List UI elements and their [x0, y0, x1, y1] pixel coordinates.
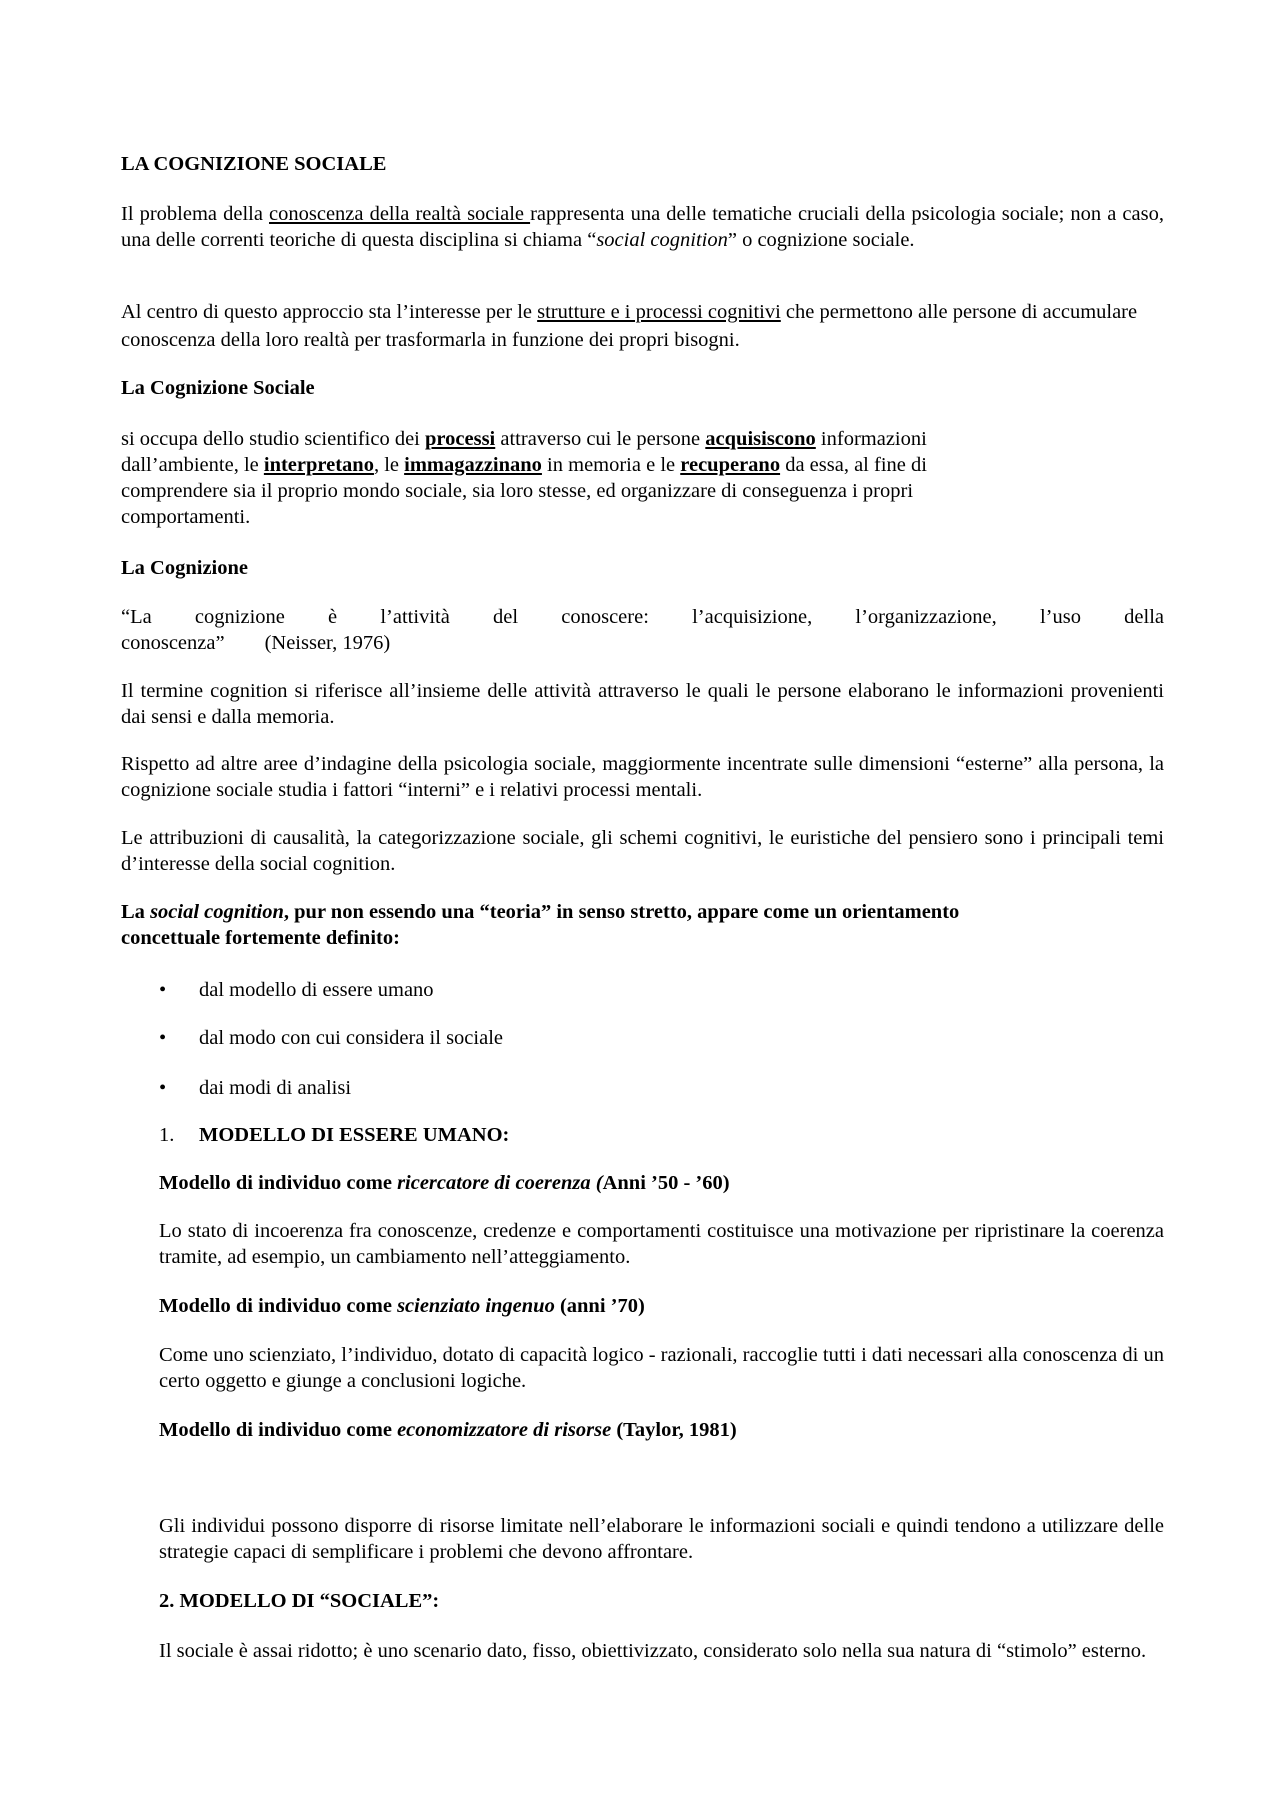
definition-line-4: comportamenti.	[121, 506, 251, 528]
definition-line-2	[121, 452, 1164, 478]
model-paragraph-economizzatore: Gli individui possono disporre di risorse limitate nell’elaborare le informazioni sociali e quindi tendono a utilizzare delle strategie capaci di semplificare i problemi che devono affrontare.	[159, 1515, 1164, 1563]
document-title: LA COGNIZIONE SOCIALE	[121, 153, 387, 175]
italic-term: scienziato ingenuo	[397, 1295, 555, 1317]
section-number: 1.	[159, 1124, 175, 1146]
text-run: che permettono alle persone di accumulare conoscenza della loro realtà per trasformarla in funzione dei propri bisogni.	[121, 301, 1138, 351]
key-term: acquisiscono	[705, 428, 816, 450]
model-paragraph-scienziato: Come uno scienziato, l’individuo, dotato di capacità logico - razionali, raccoglie tutti i dati necessari alla conoscenza di un certo oggetto e giunge a conclusioni logiche.	[159, 1344, 1164, 1392]
key-term: immagazzinano	[404, 454, 542, 476]
text-run: in memoria e le	[541, 454, 681, 476]
key-term: processi	[425, 428, 496, 450]
themes-paragraph: Le attribuzioni di causalità, la categorizzazione sociale, gli schemi cognitivi, le euristiche del pensiero sono i principali temi d’interesse della social cognition.	[121, 827, 1164, 875]
text-run: , pur non essendo una “teoria” in senso stretto, appare come un orientamento	[283, 901, 960, 923]
text-run: (anni ’70)	[554, 1295, 645, 1317]
text-run: dall’ambiente, le	[121, 454, 264, 476]
model-heading-scienziato	[159, 1293, 1164, 1319]
text-run: rappresenta una delle tematiche cruciali della psicologia sociale; non a caso, una delle correnti teoriche di questa disciplina si chiama “	[121, 203, 1164, 251]
text-run: Modello di individuo come	[159, 1419, 398, 1441]
key-term: interpretano	[263, 454, 374, 476]
definition-line-3: comprendere sia il proprio mondo sociale, sia loro stesse, ed organizzare di conseguenza i propri	[121, 480, 914, 502]
model-paragraph-coerenza: Lo stato di incoerenza fra conoscenze, credenze e comportamenti costituisce una motivazione per ripristinare la coerenza tramite, ad esempio, un cambiamento nell’atteggiamento.	[159, 1220, 1164, 1268]
section-heading-cognizione-sociale: La Cognizione Sociale	[121, 377, 315, 399]
citation: (Neisser, 1976)	[264, 632, 391, 654]
bullet-mark: •	[159, 1077, 167, 1099]
italic-term: social cognition	[596, 229, 728, 251]
definition-paragraph	[121, 426, 1164, 530]
text-run: La	[121, 901, 151, 923]
bullet-mark: •	[159, 979, 167, 1001]
section-heading-modello-umano: MODELLO DI ESSERE UMANO:	[199, 1124, 510, 1146]
intro-paragraph	[121, 201, 1164, 253]
bullet-mark: •	[159, 1027, 167, 1049]
text-run: ” o cognizione sociale.	[727, 229, 915, 251]
definition-line-1	[121, 426, 1164, 452]
text-run: (Taylor, 1981)	[611, 1419, 737, 1441]
model-heading-economizzatore	[159, 1417, 1164, 1443]
quote-line-2	[121, 630, 1164, 656]
section-heading-cognizione: La Cognizione	[121, 557, 248, 579]
orientation-line-1	[121, 899, 1164, 925]
text-run: attraverso cui le persone	[495, 428, 706, 450]
social-paragraph: Il sociale è assai ridotto; è uno scenario dato, fisso, obiettivizzato, considerato solo nella sua natura di “stimolo” esterno.	[159, 1640, 1147, 1662]
text-run: Al centro di questo approccio sta l’interesse per le	[121, 301, 538, 323]
italic-term: social cognition	[150, 901, 284, 923]
orientation-paragraph	[121, 899, 1164, 951]
comparison-paragraph: Rispetto ad altre aree d’indagine della psicologia sociale, maggiormente incentrate sulle dimensioni “esterne” alla persona, la cognizione sociale studia i fattori “interni” e i relativi processi mentali.	[121, 753, 1164, 801]
list-item: dal modello di essere umano	[199, 979, 434, 1001]
text-run: da essa, al fine di	[780, 454, 927, 476]
italic-term: ricercatore di coerenza (	[397, 1172, 603, 1194]
text-run: si occupa dello studio scientifico dei	[121, 428, 426, 450]
list-item: dai modi di analisi	[199, 1077, 352, 1099]
text-run: conoscenza”	[121, 632, 225, 654]
cognition-paragraph: Il termine cognition si riferisce all’insieme delle attività attraverso le quali le persone elaborano le informazioni provenienti dai sensi e dalla memoria.	[121, 680, 1164, 728]
text-run: , le	[373, 454, 405, 476]
text-run: informazioni	[815, 428, 927, 450]
approach-paragraph	[121, 298, 1164, 354]
section-heading-modello-sociale: 2. MODELLO DI “SOCIALE”:	[159, 1590, 440, 1612]
text-run: Modello di individuo come	[159, 1172, 398, 1194]
quote-line-1: “La cognizione è l’attività del conoscere: l’acquisizione, l’organizzazione, l’uso della	[121, 606, 1164, 628]
text-run: Modello di individuo come	[159, 1295, 398, 1317]
orientation-line-2: concettuale fortemente definito:	[121, 927, 400, 949]
neisser-quote	[121, 604, 1164, 656]
underlined-term: strutture e i processi cognitivi	[537, 301, 781, 323]
text-run: Il problema della	[121, 203, 270, 225]
list-item: dal modo con cui considera il sociale	[199, 1027, 503, 1049]
italic-term: economizzatore di risorse	[397, 1419, 612, 1441]
model-heading-coerenza	[159, 1170, 1164, 1196]
underlined-term: conoscenza della realtà sociale	[269, 203, 531, 225]
text-run: Anni ’50 - ’60)	[602, 1172, 730, 1194]
key-term: recuperano	[680, 454, 781, 476]
